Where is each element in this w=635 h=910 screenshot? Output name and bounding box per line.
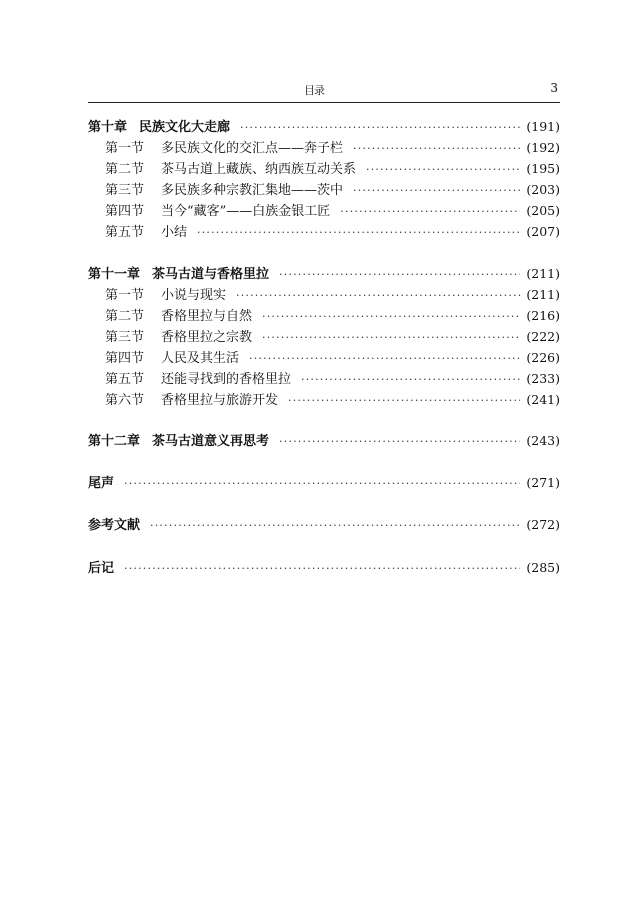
section-number: 第三节 xyxy=(105,329,145,345)
toc-page-ref: (192) xyxy=(526,140,560,156)
toc-section[interactable] xyxy=(88,179,560,200)
section-title: 香格里拉与自然 xyxy=(161,308,253,324)
chapter-title: 民族文化大走廊 xyxy=(139,120,231,135)
dot-leader xyxy=(353,180,520,201)
entry-title: 参考文献 xyxy=(88,518,141,534)
section-number: 第一节 xyxy=(105,287,145,303)
table-of-contents xyxy=(88,116,560,578)
chapter-number: 第十一章 xyxy=(88,266,141,282)
toc-page-ref: (191) xyxy=(526,119,560,134)
toc-page-ref: (226) xyxy=(526,349,560,365)
toc-page-ref: (243) xyxy=(526,433,560,449)
toc-page-ref: (241) xyxy=(526,392,560,408)
section-title: 小说与现实 xyxy=(161,287,227,303)
toc-references[interactable] xyxy=(88,514,560,535)
header-label-left: 目 xyxy=(304,84,317,97)
entry-title: 后记 xyxy=(88,560,115,576)
toc-page-ref: (205) xyxy=(526,203,560,219)
toc-page-ref: (211) xyxy=(526,286,560,302)
toc-page-ref: (285) xyxy=(526,559,560,575)
dot-leader xyxy=(366,159,520,180)
toc-page-ref: (195) xyxy=(526,161,560,177)
dot-leader xyxy=(279,431,520,452)
toc-page-ref: (272) xyxy=(526,517,560,533)
dot-leader xyxy=(240,117,520,138)
dot-leader xyxy=(262,306,520,327)
dot-leader xyxy=(301,369,520,390)
section-title: 香格里拉与旅游开发 xyxy=(161,393,279,409)
toc-page-ref: (207) xyxy=(526,224,560,240)
toc-section[interactable] xyxy=(88,326,560,347)
section-number: 第一节 xyxy=(105,141,145,157)
section-number: 第五节 xyxy=(105,225,145,241)
spacer xyxy=(88,243,560,263)
dot-leader xyxy=(279,264,520,285)
toc-page-ref: (216) xyxy=(526,307,560,323)
section-number: 第二节 xyxy=(105,308,145,324)
toc-epilogue[interactable] xyxy=(88,472,560,493)
entry-title: 尾声 xyxy=(88,476,115,492)
dot-leader xyxy=(236,285,520,306)
header-label-right: 录 xyxy=(314,84,325,97)
section-title: 茶马古道上藏族、纳西族互动关系 xyxy=(161,162,357,178)
toc-section[interactable] xyxy=(88,368,560,389)
section-number: 第四节 xyxy=(105,350,145,366)
dot-leader xyxy=(340,201,520,222)
toc-section[interactable] xyxy=(88,137,560,158)
section-number: 第四节 xyxy=(105,204,145,220)
toc-page-ref: (271) xyxy=(526,475,560,491)
dot-leader xyxy=(288,390,520,411)
toc-section[interactable] xyxy=(88,284,560,305)
chapter-number: 第十章 xyxy=(88,120,128,135)
section-title: 当今“藏客”——白族金银工匠 xyxy=(161,204,331,220)
toc-page-ref: (222) xyxy=(526,328,560,344)
section-number: 第五节 xyxy=(105,372,145,388)
section-title: 还能寻找到的香格里拉 xyxy=(161,372,292,388)
toc-afterword[interactable] xyxy=(88,557,560,578)
toc-page-ref: (233) xyxy=(526,371,560,387)
toc-section[interactable] xyxy=(88,347,560,368)
section-title: 香格里拉之宗教 xyxy=(161,329,253,345)
dot-leader xyxy=(124,558,520,579)
chapter-number: 第十二章 xyxy=(88,434,141,450)
dot-leader xyxy=(249,348,520,369)
toc-section[interactable] xyxy=(88,389,560,410)
section-number: 第六节 xyxy=(105,393,145,409)
toc-chapter-11[interactable] xyxy=(88,263,560,284)
section-title: 多民族文化的交汇点——奔子栏 xyxy=(161,141,344,157)
dot-leader xyxy=(353,138,520,159)
dot-leader xyxy=(150,515,520,536)
chapter-title: 茶马古道意义再思考 xyxy=(152,434,270,450)
spacer xyxy=(88,493,560,514)
dot-leader xyxy=(262,327,520,348)
toc-section[interactable] xyxy=(88,305,560,326)
toc-page-ref: (211) xyxy=(526,265,560,281)
chapter-title: 茶马古道与香格里拉 xyxy=(152,266,270,282)
running-header xyxy=(88,82,560,100)
spacer xyxy=(88,451,560,472)
toc-chapter-12[interactable] xyxy=(88,430,560,451)
dot-leader xyxy=(124,473,520,494)
section-title: 多民族多种宗教汇集地——茨中 xyxy=(161,183,344,199)
section-number: 第三节 xyxy=(105,183,145,199)
header-rule xyxy=(88,102,560,103)
toc-page-ref: (203) xyxy=(526,182,560,198)
toc-section[interactable] xyxy=(88,200,560,221)
section-number: 第二节 xyxy=(105,162,145,178)
spacer xyxy=(88,410,560,430)
toc-section[interactable] xyxy=(88,221,560,242)
dot-leader xyxy=(197,222,520,243)
section-title: 小结 xyxy=(161,225,188,241)
toc-chapter-10[interactable] xyxy=(88,116,560,137)
toc-section[interactable] xyxy=(88,158,560,179)
page-number: 3 xyxy=(550,81,558,95)
section-title: 人民及其生活 xyxy=(161,350,240,366)
spacer xyxy=(88,536,560,557)
